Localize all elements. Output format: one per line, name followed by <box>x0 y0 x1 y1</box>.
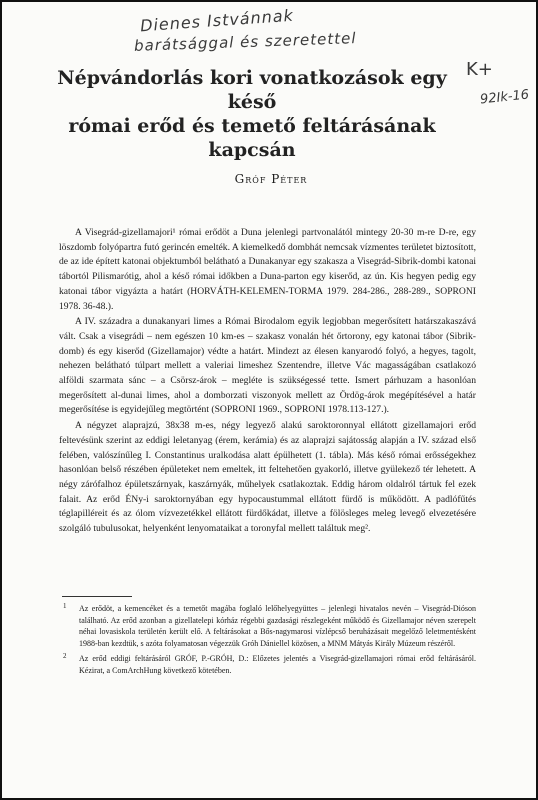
article-title <box>42 66 462 162</box>
handwritten-dedication-line1: Dienes Istvánnak <box>139 5 295 36</box>
footnote-number: 2 <box>63 652 67 661</box>
footnote-number: 1 <box>63 602 67 610</box>
footnote-1 <box>59 603 476 649</box>
title-line-2: római erőd és temető feltárásának kapcsán <box>68 115 436 161</box>
paragraph-3: A négyzet alaprajzú, 38x38 m-es, négy legyező alakú saroktoronnyal ellátott gizellamajori erőd feltevésünk szerint az eddigi leletanyag (érem, kerámia) és az alaprajzi sajátosság alapján a IV. század első felében, valószínűleg I. Constantinus uralkodása alatt épülhetett (1. tábla). Más késő római erősségekhez hasonlóan belső részében épületeket nem emeltek, itt feltehetően gyakorló, illetve gyülekező tér lehetett. A négy zárófalhoz épületszárnyak, kaszárnyák, műhelyek csatlakoztak. Eddig három oldalról tártuk fel ezek falait. Az erőd ÉNy-i saroktornyában egy hypocaustummal ellátott fürdő is működött. A padlófűtés téglapilléreit és az ólom vízvezetékkel ellátott fürdőkádat, illetve a fölösleges meleg levegő elvezetésére szolgáló tubulusokat, helyenként lenyomataikat a toronyfal mellett találtuk meg². <box>59 420 476 535</box>
footnotes <box>59 603 476 681</box>
title-line-1: Népvándorlás kori vonatkozások egy késő <box>57 67 447 113</box>
footnote-separator <box>62 596 132 597</box>
footnote-2 <box>59 653 476 676</box>
footnote-text: Az erőd eddigi feltárásáról GRÓF, P.-GRÓH, D.: Előzetes jelentés a Visegrád-gizellamajori római erőd feltárásáról. Kézirat, a ComArchHung következő kötetében. <box>79 654 476 675</box>
author-name: Gróf Péter <box>234 172 308 186</box>
article-body <box>59 226 476 537</box>
handwritten-reference: 92Ik-16 <box>479 87 530 108</box>
handwritten-mark: K+ <box>466 59 493 80</box>
handwritten-dedication-line2: barátsággal és szeretettel <box>133 29 357 55</box>
paragraph-1: A Visegrád-gizellamajori¹ római erődöt a Duna jelenlegi partvonalától mintegy 20-30 m-re D-re, egy löszdomb folyópartra futó gerincén emelték. A kiemelkedő dombhát nemcsak vízmentes területet biztosított, de az ide épített katonai objektumból belátható a Dunakanyar egy szakasza a Visegrád-Sibrik-dombi katonai tábortól Pilismarótig, ahol a késő római időkben a Duna-parton egy kiserőd, az ún. Kis hegyen pedig egy katonai tábor vigyázta a határt (HORVÁTH-KELEMEN-TORMA 1979. 284-286., 288-289., SOPRONI 1978. 36-48.). <box>59 227 476 312</box>
footnote-text: Az erődöt, a kemencéket és a temetőt magába foglaló lelőhelyegyüttes – jelenlegi hivatalos nevén – Visegrád-Dióson található. Az erőd azonban a gizellatelepi kórház régebbi gazdasági részlegeként működő és Gizellamajor néven szerepelt néhai lovasiskola területén került elő. A feltárásokat a Bős-nagymarosi vízlépcső beruházásait megelőző leletmentésként 1988-ban kezdtük, s azóta folyamatosan végezzük Gróh Dániellel közösen, a MNM Mátyás Király Múzeum részéről. <box>79 604 476 648</box>
paragraph-2: A IV. századra a dunakanyari limes a Római Birodalom egyik legjobban megerősített határszakaszává vált. Csak a visegrádi – nem egészen 10 km-es – szakasz vonalán hét őrtorony, egy katonai tábor (Sibrik-domb) és egy kiserőd (Gizellamajor) védte a határt. Mindezt az élesen kanyarodó folyó, a hegyes, tagolt, nehezen belátható túlpart mellett a valeriai limeshez Szentendre, illetve Vác magasságában csatlakozó alföldi szarmata sánc – a Csörsz-árok – megléte is szükségessé tette. Ismert párhuzam a hasonlóan megerősített al-dunai limes, ahol a domborzati viszonyok mellett az Ördög-árok megépítésével a határ megerősítése is egyidejűleg megtörtént (SOPRONI 1969., SOPRONI 1978.113-127.). <box>59 316 476 416</box>
